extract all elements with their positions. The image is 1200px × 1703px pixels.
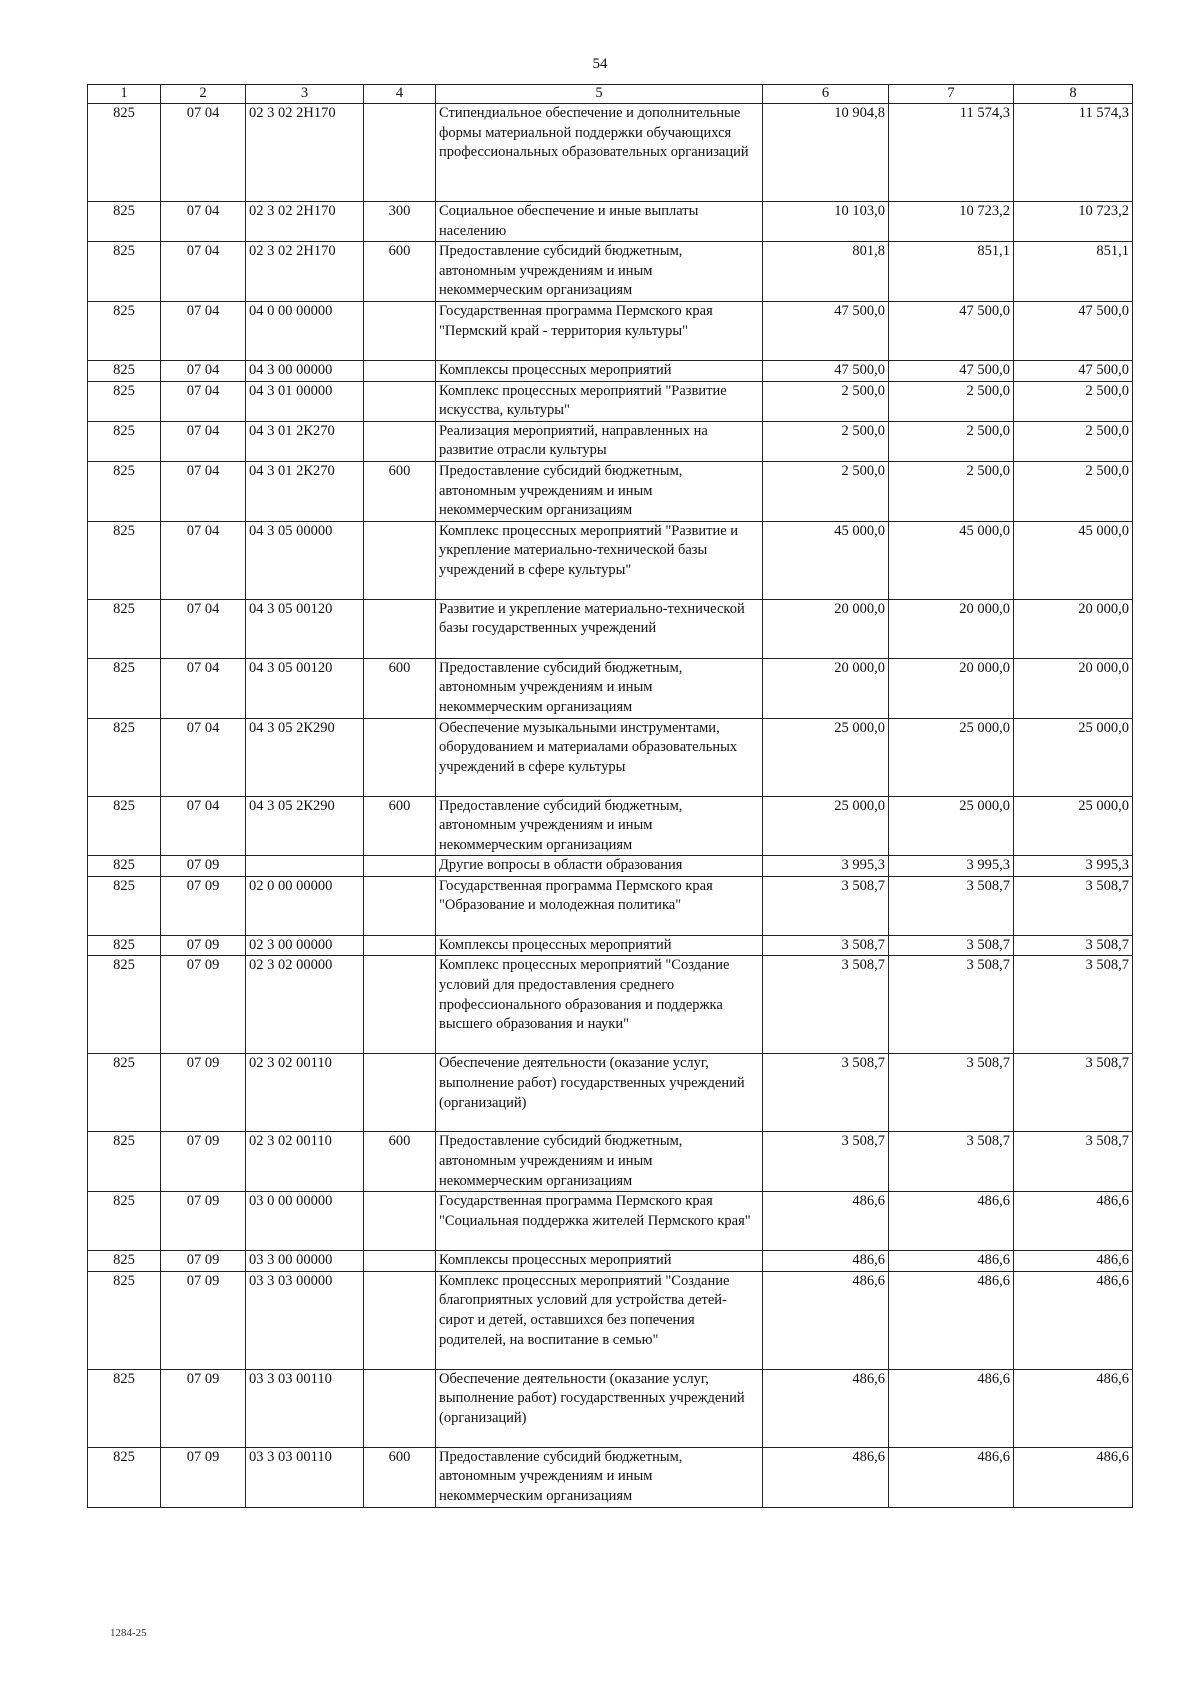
cell-expense-type <box>364 104 436 202</box>
cell-description: Комплекс процессных мероприятий "Развитие искусства, культуры" <box>436 381 763 421</box>
cell-expense-type <box>364 381 436 421</box>
cell-amount-year3: 10 723,2 <box>1014 202 1133 242</box>
cell-target-article: 04 3 01 2К270 <box>246 421 364 461</box>
cell-description: Другие вопросы в области образования <box>436 856 763 877</box>
cell-amount-year2: 2 500,0 <box>889 461 1014 521</box>
cell-section: 07 09 <box>161 1251 246 1272</box>
cell-amount-year1: 2 500,0 <box>763 461 889 521</box>
cell-expense-type <box>364 360 436 381</box>
cell-amount-year1: 45 000,0 <box>763 521 889 599</box>
column-header: 1 <box>88 85 161 104</box>
cell-description: Обеспечение музыкальными инструментами, оборудованием и материалами образовательных учреждений в сфере культуры <box>436 718 763 796</box>
cell-admin-code: 825 <box>88 301 161 360</box>
cell-amount-year3: 3 508,7 <box>1014 1054 1133 1132</box>
cell-description: Обеспечение деятельности (оказание услуг, выполнение работ) государственных учреждений (организаций) <box>436 1369 763 1447</box>
cell-amount-year3: 3 508,7 <box>1014 935 1133 956</box>
cell-expense-type <box>364 935 436 956</box>
table-row <box>88 104 1133 202</box>
cell-description: Социальное обеспечение и иные выплаты населению <box>436 202 763 242</box>
cell-amount-year3: 25 000,0 <box>1014 796 1133 856</box>
cell-amount-year1: 801,8 <box>763 242 889 302</box>
cell-amount-year3: 851,1 <box>1014 242 1133 302</box>
cell-target-article: 04 3 05 00120 <box>246 658 364 718</box>
cell-expense-type: 600 <box>364 658 436 718</box>
cell-amount-year2: 3 508,7 <box>889 935 1014 956</box>
cell-target-article: 02 3 00 00000 <box>246 935 364 956</box>
cell-expense-type: 600 <box>364 796 436 856</box>
cell-admin-code: 825 <box>88 718 161 796</box>
column-header: 8 <box>1014 85 1133 104</box>
cell-expense-type: 600 <box>364 1447 436 1507</box>
cell-admin-code: 825 <box>88 1447 161 1507</box>
table-row <box>88 935 1133 956</box>
cell-expense-type: 300 <box>364 202 436 242</box>
cell-expense-type <box>364 301 436 360</box>
cell-target-article: 02 3 02 00110 <box>246 1054 364 1132</box>
cell-amount-year1: 10 103,0 <box>763 202 889 242</box>
cell-description: Предоставление субсидий бюджетным, автономным учреждениям и иным некоммерческим организациям <box>436 242 763 302</box>
cell-amount-year1: 3 508,7 <box>763 956 889 1054</box>
cell-amount-year3: 486,6 <box>1014 1192 1133 1251</box>
cell-amount-year1: 20 000,0 <box>763 658 889 718</box>
cell-admin-code: 825 <box>88 1369 161 1447</box>
cell-target-article: 04 3 05 00000 <box>246 521 364 599</box>
cell-amount-year3: 2 500,0 <box>1014 461 1133 521</box>
cell-section: 07 09 <box>161 956 246 1054</box>
table-row <box>88 521 1133 599</box>
table-row <box>88 360 1133 381</box>
cell-expense-type <box>364 421 436 461</box>
column-header: 6 <box>763 85 889 104</box>
cell-admin-code: 825 <box>88 599 161 658</box>
cell-amount-year1: 25 000,0 <box>763 796 889 856</box>
cell-description: Стипендиальное обеспечение и дополнительные формы материальной поддержки обучающихся профессиональных образовательных организаций <box>436 104 763 202</box>
cell-amount-year3: 45 000,0 <box>1014 521 1133 599</box>
cell-amount-year1: 47 500,0 <box>763 360 889 381</box>
cell-admin-code: 825 <box>88 421 161 461</box>
cell-section: 07 04 <box>161 104 246 202</box>
column-header: 7 <box>889 85 1014 104</box>
cell-amount-year1: 486,6 <box>763 1447 889 1507</box>
cell-section: 07 04 <box>161 381 246 421</box>
cell-amount-year1: 3 508,7 <box>763 876 889 935</box>
cell-admin-code: 825 <box>88 956 161 1054</box>
cell-amount-year2: 20 000,0 <box>889 658 1014 718</box>
cell-target-article: 04 3 05 2К290 <box>246 796 364 856</box>
cell-section: 07 04 <box>161 360 246 381</box>
cell-amount-year3: 3 508,7 <box>1014 876 1133 935</box>
cell-expense-type <box>364 599 436 658</box>
cell-description: Предоставление субсидий бюджетным, автономным учреждениям и иным некоммерческим организациям <box>436 1447 763 1507</box>
cell-expense-type <box>364 1369 436 1447</box>
cell-description: Развитие и укрепление материально-технической базы государственных учреждений <box>436 599 763 658</box>
cell-admin-code: 825 <box>88 935 161 956</box>
footer-code: 1284-25 <box>110 1627 147 1639</box>
cell-amount-year3: 25 000,0 <box>1014 718 1133 796</box>
cell-amount-year1: 3 508,7 <box>763 1132 889 1192</box>
cell-amount-year3: 3 508,7 <box>1014 956 1133 1054</box>
cell-expense-type <box>364 956 436 1054</box>
table-row <box>88 658 1133 718</box>
cell-target-article: 04 3 05 2К290 <box>246 718 364 796</box>
cell-amount-year3: 486,6 <box>1014 1251 1133 1272</box>
cell-amount-year2: 11 574,3 <box>889 104 1014 202</box>
cell-admin-code: 825 <box>88 242 161 302</box>
cell-expense-type <box>364 1054 436 1132</box>
cell-section: 07 09 <box>161 1369 246 1447</box>
cell-expense-type: 600 <box>364 242 436 302</box>
cell-amount-year3: 2 500,0 <box>1014 381 1133 421</box>
cell-amount-year2: 486,6 <box>889 1192 1014 1251</box>
column-header: 4 <box>364 85 436 104</box>
cell-section: 07 04 <box>161 599 246 658</box>
cell-amount-year1: 3 508,7 <box>763 1054 889 1132</box>
column-header: 3 <box>246 85 364 104</box>
cell-amount-year3: 20 000,0 <box>1014 599 1133 658</box>
table-row <box>88 381 1133 421</box>
cell-amount-year2: 25 000,0 <box>889 718 1014 796</box>
table-row <box>88 1054 1133 1132</box>
cell-description: Комплекс процессных мероприятий "Развитие и укрепление материально-технической базы учреждений в сфере культуры" <box>436 521 763 599</box>
cell-amount-year2: 486,6 <box>889 1271 1014 1369</box>
cell-description: Комплексы процессных мероприятий <box>436 360 763 381</box>
cell-section: 07 04 <box>161 202 246 242</box>
budget-table <box>87 84 1133 1508</box>
cell-expense-type <box>364 1271 436 1369</box>
cell-admin-code: 825 <box>88 658 161 718</box>
table-row <box>88 461 1133 521</box>
cell-amount-year1: 486,6 <box>763 1369 889 1447</box>
cell-description: Предоставление субсидий бюджетным, автономным учреждениям и иным некоммерческим организациям <box>436 658 763 718</box>
cell-admin-code: 825 <box>88 1251 161 1272</box>
cell-amount-year3: 2 500,0 <box>1014 421 1133 461</box>
cell-admin-code: 825 <box>88 1192 161 1251</box>
cell-description: Государственная программа Пермского края "Пермский край - территория культуры" <box>436 301 763 360</box>
cell-description: Предоставление субсидий бюджетным, автономным учреждениям и иным некоммерческим организациям <box>436 796 763 856</box>
table-row <box>88 202 1133 242</box>
table-row <box>88 421 1133 461</box>
cell-target-article: 02 3 02 2Н170 <box>246 104 364 202</box>
cell-description: Комплексы процессных мероприятий <box>436 1251 763 1272</box>
cell-amount-year3: 486,6 <box>1014 1369 1133 1447</box>
cell-amount-year3: 11 574,3 <box>1014 104 1133 202</box>
cell-section: 07 09 <box>161 1132 246 1192</box>
cell-amount-year1: 20 000,0 <box>763 599 889 658</box>
cell-amount-year2: 851,1 <box>889 242 1014 302</box>
table-row <box>88 242 1133 302</box>
column-header: 5 <box>436 85 763 104</box>
cell-target-article: 02 3 02 00110 <box>246 1132 364 1192</box>
cell-section: 07 09 <box>161 876 246 935</box>
cell-amount-year1: 486,6 <box>763 1251 889 1272</box>
table-row <box>88 856 1133 877</box>
cell-target-article: 03 3 03 00110 <box>246 1447 364 1507</box>
cell-amount-year3: 3 508,7 <box>1014 1132 1133 1192</box>
table-row <box>88 1132 1133 1192</box>
cell-target-article: 02 3 02 2Н170 <box>246 202 364 242</box>
cell-admin-code: 825 <box>88 461 161 521</box>
cell-expense-type <box>364 521 436 599</box>
cell-amount-year3: 486,6 <box>1014 1447 1133 1507</box>
cell-description: Предоставление субсидий бюджетным, автономным учреждениям и иным некоммерческим организациям <box>436 1132 763 1192</box>
cell-amount-year2: 486,6 <box>889 1447 1014 1507</box>
cell-target-article: 02 0 00 00000 <box>246 876 364 935</box>
cell-amount-year1: 486,6 <box>763 1192 889 1251</box>
cell-admin-code: 825 <box>88 856 161 877</box>
cell-section: 07 09 <box>161 1054 246 1132</box>
cell-section: 07 04 <box>161 718 246 796</box>
cell-section: 07 09 <box>161 1271 246 1369</box>
cell-amount-year2: 486,6 <box>889 1251 1014 1272</box>
page-number: 54 <box>592 56 608 72</box>
cell-expense-type <box>364 856 436 877</box>
cell-target-article: 04 3 05 00120 <box>246 599 364 658</box>
cell-expense-type <box>364 1251 436 1272</box>
cell-section: 07 04 <box>161 521 246 599</box>
cell-admin-code: 825 <box>88 521 161 599</box>
cell-section: 07 09 <box>161 1192 246 1251</box>
cell-expense-type <box>364 876 436 935</box>
header-row <box>88 85 1133 104</box>
cell-section: 07 04 <box>161 461 246 521</box>
table-row <box>88 796 1133 856</box>
cell-target-article: 03 3 03 00000 <box>246 1271 364 1369</box>
cell-description: Комплексы процессных мероприятий <box>436 935 763 956</box>
cell-description: Комплекс процессных мероприятий "Создание благоприятных условий для устройства детей-сирот и детей, оставшихся без попечения родителей, на воспитание в семью" <box>436 1271 763 1369</box>
cell-amount-year2: 10 723,2 <box>889 202 1014 242</box>
cell-amount-year2: 2 500,0 <box>889 381 1014 421</box>
cell-description: Комплекс процессных мероприятий "Создание условий для предоставления среднего профессионального образования и поддержка высшего образования и науки" <box>436 956 763 1054</box>
cell-admin-code: 825 <box>88 360 161 381</box>
cell-target-article: 04 3 01 2К270 <box>246 461 364 521</box>
cell-amount-year3: 3 995,3 <box>1014 856 1133 877</box>
cell-amount-year3: 20 000,0 <box>1014 658 1133 718</box>
cell-amount-year1: 47 500,0 <box>763 301 889 360</box>
table-row <box>88 1447 1133 1507</box>
cell-admin-code: 825 <box>88 876 161 935</box>
cell-amount-year2: 20 000,0 <box>889 599 1014 658</box>
cell-section: 07 09 <box>161 856 246 877</box>
cell-admin-code: 825 <box>88 381 161 421</box>
cell-admin-code: 825 <box>88 796 161 856</box>
cell-section: 07 04 <box>161 242 246 302</box>
cell-expense-type: 600 <box>364 1132 436 1192</box>
cell-admin-code: 825 <box>88 202 161 242</box>
cell-target-article: 04 0 00 00000 <box>246 301 364 360</box>
cell-amount-year2: 3 508,7 <box>889 1132 1014 1192</box>
cell-amount-year2: 47 500,0 <box>889 301 1014 360</box>
table-row <box>88 1369 1133 1447</box>
cell-amount-year2: 47 500,0 <box>889 360 1014 381</box>
cell-amount-year2: 3 995,3 <box>889 856 1014 877</box>
cell-amount-year1: 3 508,7 <box>763 935 889 956</box>
column-header: 2 <box>161 85 246 104</box>
cell-amount-year1: 2 500,0 <box>763 421 889 461</box>
cell-target-article: 02 3 02 2Н170 <box>246 242 364 302</box>
cell-target-article: 04 3 01 00000 <box>246 381 364 421</box>
table-row <box>88 718 1133 796</box>
cell-description: Предоставление субсидий бюджетным, автономным учреждениям и иным некоммерческим организациям <box>436 461 763 521</box>
cell-target-article: 03 3 00 00000 <box>246 1251 364 1272</box>
cell-expense-type: 600 <box>364 461 436 521</box>
cell-amount-year1: 486,6 <box>763 1271 889 1369</box>
cell-description: Реализация мероприятий, направленных на развитие отрасли культуры <box>436 421 763 461</box>
cell-section: 07 09 <box>161 1447 246 1507</box>
cell-section: 07 09 <box>161 935 246 956</box>
cell-target-article: 02 3 02 00000 <box>246 956 364 1054</box>
cell-description: Обеспечение деятельности (оказание услуг, выполнение работ) государственных учреждений (организаций) <box>436 1054 763 1132</box>
cell-amount-year2: 2 500,0 <box>889 421 1014 461</box>
cell-target-article: 04 3 00 00000 <box>246 360 364 381</box>
cell-admin-code: 825 <box>88 1132 161 1192</box>
cell-amount-year2: 486,6 <box>889 1369 1014 1447</box>
cell-amount-year1: 25 000,0 <box>763 718 889 796</box>
cell-admin-code: 825 <box>88 1271 161 1369</box>
cell-expense-type <box>364 718 436 796</box>
table-row <box>88 599 1133 658</box>
table-row <box>88 876 1133 935</box>
cell-amount-year2: 25 000,0 <box>889 796 1014 856</box>
cell-amount-year1: 10 904,8 <box>763 104 889 202</box>
cell-amount-year2: 45 000,0 <box>889 521 1014 599</box>
cell-target-article: 03 0 00 00000 <box>246 1192 364 1251</box>
cell-amount-year2: 3 508,7 <box>889 876 1014 935</box>
cell-amount-year3: 47 500,0 <box>1014 360 1133 381</box>
cell-admin-code: 825 <box>88 104 161 202</box>
cell-amount-year3: 486,6 <box>1014 1271 1133 1369</box>
table-row <box>88 1192 1133 1251</box>
cell-description: Государственная программа Пермского края "Социальная поддержка жителей Пермского края" <box>436 1192 763 1251</box>
cell-amount-year2: 3 508,7 <box>889 1054 1014 1132</box>
cell-target-article <box>246 856 364 877</box>
cell-amount-year1: 2 500,0 <box>763 381 889 421</box>
table-row <box>88 301 1133 360</box>
cell-section: 07 04 <box>161 658 246 718</box>
cell-amount-year3: 47 500,0 <box>1014 301 1133 360</box>
cell-description: Государственная программа Пермского края "Образование и молодежная политика" <box>436 876 763 935</box>
cell-section: 07 04 <box>161 796 246 856</box>
cell-expense-type <box>364 1192 436 1251</box>
cell-section: 07 04 <box>161 301 246 360</box>
table-row <box>88 956 1133 1054</box>
cell-admin-code: 825 <box>88 1054 161 1132</box>
table-row <box>88 1251 1133 1272</box>
cell-section: 07 04 <box>161 421 246 461</box>
cell-target-article: 03 3 03 00110 <box>246 1369 364 1447</box>
cell-amount-year1: 3 995,3 <box>763 856 889 877</box>
table-row <box>88 1271 1133 1369</box>
cell-amount-year2: 3 508,7 <box>889 956 1014 1054</box>
